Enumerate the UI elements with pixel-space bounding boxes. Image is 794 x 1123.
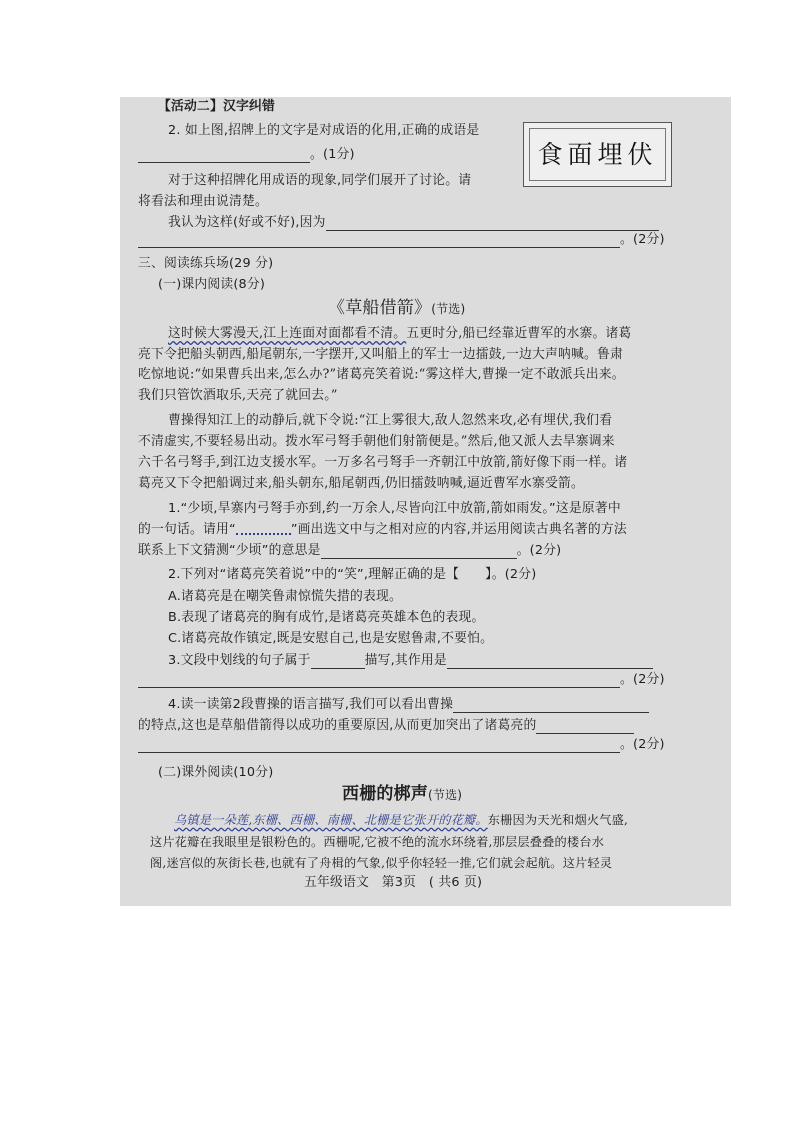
opinion-prefix: 我认为这样(好或不好),因为 [168, 215, 326, 230]
answer-blank [447, 655, 653, 669]
part-1-header: (一)课内阅读(8分) [158, 277, 266, 292]
passage-1-line-4: 我们只管饮酒取乐,天亮了就回去。” [138, 388, 338, 403]
passage-1-line-3: 吃惊地说:“如果曹兵出来,怎么办?”诸葛亮笑着说:“雾这样大,曹操一定不敢派兵出来。 [138, 367, 625, 382]
opinion-line [168, 215, 659, 231]
question-2-score: 。(1分) [310, 147, 355, 162]
passage-2-line-1: 曹操得知江上的动静后,就下令说:“江上雾很大,敌人忽然来攻,必有埋伏,我们看 [168, 413, 613, 428]
question-2-text: 2. 如上图,招牌上的文字是对成语的化用,正确的成语是 [168, 123, 480, 138]
question-1-line-1: 1.“少顷,旱寨内弓弩手亦到,约一万余人,尽皆向江中放箭,箭如雨发。”这是原著中 [168, 501, 621, 516]
shop-sign [523, 122, 672, 187]
answer-blank [536, 720, 634, 734]
opinion-answer-line [138, 232, 665, 248]
option-c: C.诸葛亮故作镇定,既是安慰自己,也是安慰鲁肃,不要怕。 [168, 631, 494, 646]
question-4-line-3 [138, 737, 665, 753]
passage-2-line-3: 六千名弓弩手,到江边支援水军。一万多名弓弩手一齐朝江中放箭,箭好像下雨一样。诸 [138, 455, 628, 470]
section-3-header: 三、阅读练兵场(29 分) [138, 256, 274, 271]
question-4-line-2 [138, 718, 634, 734]
question-4-score: 。(2分) [620, 737, 665, 752]
question-1-line-2 [138, 522, 627, 538]
question-1-text-c: 联系上下文猜测“少顷”的意思是 [138, 543, 321, 558]
question-1-score: 。(2分) [516, 543, 562, 558]
answer-blank [138, 674, 620, 688]
part-1-title [328, 300, 465, 317]
question-2-choice [168, 567, 536, 583]
answer-blank [138, 149, 310, 163]
part-2-title [342, 786, 462, 803]
part-2-title-note: (节选) [428, 788, 463, 802]
page-footer: 五年级语文 第3页 ( 共6 页) [304, 875, 483, 890]
discussion-text-1: 对于这种招牌化用成语的现象,同学们展开了讨论。请 [168, 173, 472, 188]
question-3-line-2 [138, 672, 665, 688]
answer-blank [453, 699, 649, 713]
passage-1-line-2: 亮下令把船头朝西,船尾朝东,一字摆开,又叫船上的军士一边擂鼓,一边大声呐喊。鲁肃 [138, 347, 623, 362]
answer-blank [326, 217, 659, 231]
exam-page-photo [120, 97, 731, 906]
passage-1-line-1-rest: 五更时分,船已经靠近曹军的水寨。诸葛 [406, 326, 632, 341]
question-1-line-3 [138, 543, 561, 559]
option-b: B.表现了诸葛亮的胸有成竹,是诸葛亮英雄本色的表现。 [168, 610, 485, 625]
passage-3-line-1 [174, 812, 628, 828]
handwritten-underlined-sentence: 乌镇是一朵莲,东栅、西栅、南栅、北栅是它张开的花瓣。 [174, 813, 488, 827]
answer-blank [138, 234, 620, 248]
part-1-title-note: (节选) [431, 302, 466, 316]
passage-3-line-1-rest: 东栅因为天光和烟火气盛, [487, 813, 629, 827]
underlined-sentence: 这时候大雾漫天,江上连面对面都看不清。 [168, 326, 407, 341]
question-3-line-1 [168, 653, 653, 669]
answer-blank [138, 739, 620, 753]
question-3-text-b: 描写,其作用是 [364, 653, 447, 668]
passage-3-line-2: 这片花瓣在我眼里是银粉色的。西栅呢,它被不绝的流水环绕着,那层层叠叠的楼台水 [150, 835, 605, 849]
part-2-title-text: 西栅的梆声 [342, 784, 428, 804]
part-2-header: (二)课外阅读(10分) [158, 765, 274, 780]
question-2-answer-line [138, 147, 355, 163]
discussion-text-2: 将看法和理由说清楚。 [138, 194, 268, 209]
question-1-text-a: 的一句话。请用“ [138, 522, 236, 537]
activity-header: 【活动二】汉字纠错 [158, 99, 275, 114]
opinion-score: 。(2分) [620, 232, 665, 247]
question-3-text-a: 3.文段中划线的句子属于 [168, 653, 311, 668]
option-a: A.诸葛亮是在嘲笑鲁肃惊慌失措的表现。 [168, 589, 402, 604]
question-2-choice-text: 2.下列对“诸葛亮笑着说”中的“笑”,理解正确的是【 [168, 567, 460, 582]
part-1-title-text: 《草船借箭》 [328, 298, 432, 318]
question-3-score: 。(2分) [620, 672, 665, 687]
wavy-line-mark [236, 525, 291, 535]
question-4-text-a: 4.读一读第2段曹操的语言描写,我们可以看出曹操 [168, 697, 454, 712]
passage-3-line-3: 阁,迷宫似的灰街长巷,也就有了舟楫的气象,似乎你轻轻一推,它们就会起航。这片轻灵 [150, 856, 613, 870]
answer-blank [321, 545, 517, 559]
question-2-choice-score: 】。(2分) [485, 567, 537, 582]
answer-blank [311, 655, 365, 669]
passage-2-line-4: 葛亮又下令把船调过来,船头朝东,船尾朝西,仍旧擂鼓呐喊,逼近曹军水寨受箭。 [138, 476, 584, 491]
passage-2-line-2: 不清虚实,不要轻易出动。拨水军弓弩手朝他们射箭便是。”然后,他又派人去旱寨调来 [138, 434, 615, 449]
question-4-text-b: 的特点,这也是草船借箭得以成功的重要原因,从而更加突出了诸葛亮的 [138, 718, 537, 733]
question-4-line-1 [168, 697, 649, 713]
shop-sign-text: 食面埋伏 [537, 140, 658, 169]
passage-1-line-1 [168, 326, 631, 342]
question-1-text-b: ”画出选文中与之相对应的内容,并运用阅读古典名著的方法 [290, 522, 627, 537]
